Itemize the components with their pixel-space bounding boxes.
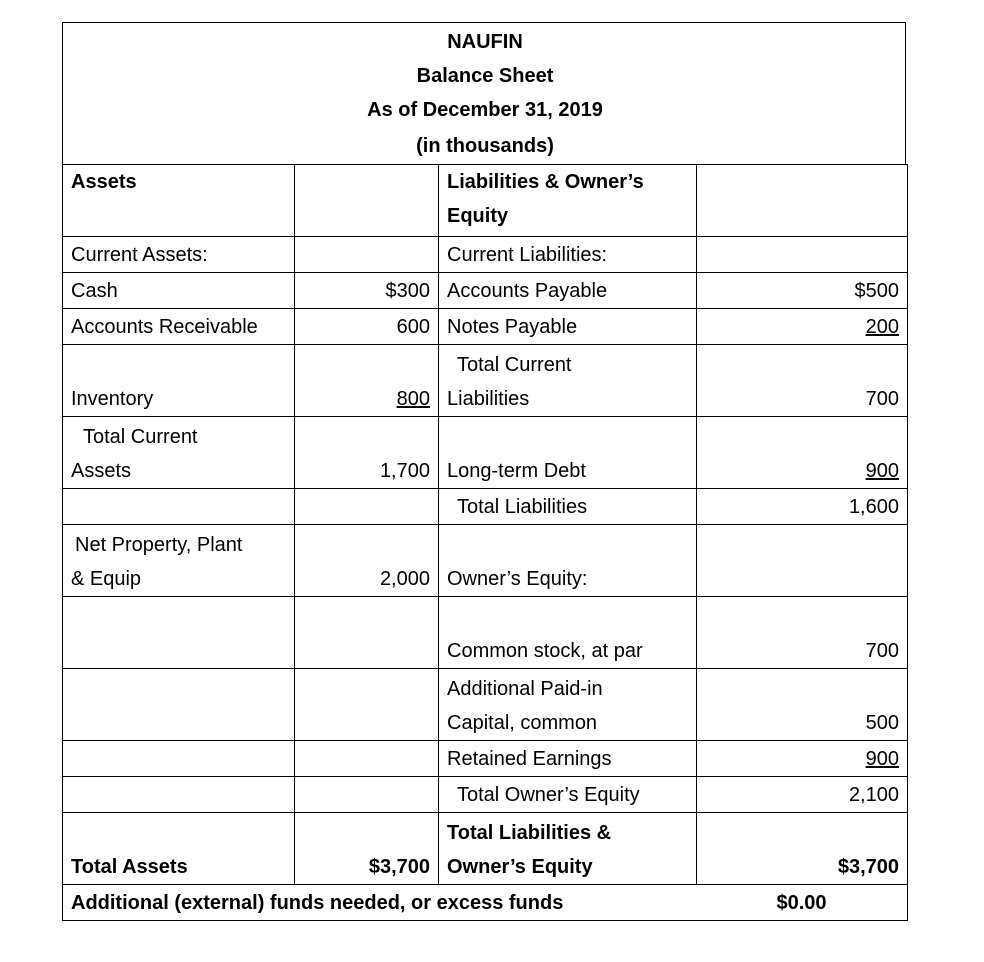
table-row	[63, 273, 908, 309]
table-row	[63, 597, 908, 669]
table-row	[63, 489, 908, 525]
current-liabilities-label: Current Liabilities:	[439, 237, 697, 273]
common-stock-label: Common stock, at par	[439, 597, 697, 669]
retained-earnings-label: Retained Earnings	[439, 741, 697, 777]
liabilities-heading: Liabilities & Owner’s Equity	[439, 165, 697, 237]
total-current-assets-label: Total Current Assets	[63, 417, 295, 489]
statement-date: As of December 31, 2019	[367, 99, 603, 121]
table-row	[63, 237, 908, 273]
current-assets-label: Current Assets:	[63, 237, 295, 273]
afn-value: $0.00	[697, 885, 908, 921]
accounts-payable-label: Accounts Payable	[439, 273, 697, 309]
total-assets-value: $3,700	[295, 813, 439, 885]
table-row	[63, 777, 908, 813]
apic-value: 500	[697, 669, 908, 741]
statement-title: Balance Sheet	[416, 65, 554, 87]
sheet-header	[62, 22, 906, 164]
table-row	[63, 525, 908, 597]
afn-label: Additional (external) funds needed, or excess funds	[63, 885, 697, 921]
table-row	[63, 345, 908, 417]
total-liabilities-equity-label: Total Liabilities & Owner’s Equity	[439, 813, 697, 885]
table-row	[63, 669, 908, 741]
total-owners-equity-value: 2,100	[697, 777, 908, 813]
company-name: NAUFIN	[447, 31, 523, 53]
table-row	[63, 741, 908, 777]
table-row	[63, 309, 908, 345]
balance-table	[62, 164, 908, 921]
total-owners-equity-label: Total Owner’s Equity	[439, 777, 697, 813]
assets-heading: Assets	[63, 165, 295, 237]
cash-label: Cash	[63, 273, 295, 309]
total-current-assets-value: 1,700	[295, 417, 439, 489]
inventory-label: Inventory	[63, 345, 295, 417]
total-liabilities-equity-value: $3,700	[697, 813, 908, 885]
table-row	[63, 417, 908, 489]
retained-earnings-value: 900	[865, 748, 899, 770]
inventory-value: 800	[396, 388, 430, 410]
table-row	[63, 813, 908, 885]
net-ppe-label: Net Property, Plant & Equip	[63, 525, 295, 597]
accounts-receivable-label: Accounts Receivable	[63, 309, 295, 345]
balance-sheet	[62, 22, 906, 922]
total-assets-label: Total Assets	[63, 813, 295, 885]
long-term-debt-value: 900	[865, 460, 899, 482]
total-current-liabilities-value: 700	[697, 345, 908, 417]
notes-payable-label: Notes Payable	[439, 309, 697, 345]
notes-payable-value: 200	[865, 316, 899, 338]
long-term-debt-label: Long-term Debt	[439, 417, 697, 489]
common-stock-value: 700	[697, 597, 908, 669]
net-ppe-value: 2,000	[295, 525, 439, 597]
accounts-receivable-value: 600	[295, 309, 439, 345]
total-liabilities-value: 1,600	[697, 489, 908, 525]
statement-units: (in thousands)	[416, 135, 554, 157]
total-current-liabilities-label: Total Current Liabilities	[439, 345, 697, 417]
cash-value: $300	[295, 273, 439, 309]
apic-label: Additional Paid-in Capital, common	[439, 669, 697, 741]
owners-equity-label: Owner’s Equity:	[439, 525, 697, 597]
accounts-payable-value: $500	[697, 273, 908, 309]
table-row	[63, 165, 908, 237]
total-liabilities-label: Total Liabilities	[439, 489, 697, 525]
table-row	[63, 885, 908, 921]
